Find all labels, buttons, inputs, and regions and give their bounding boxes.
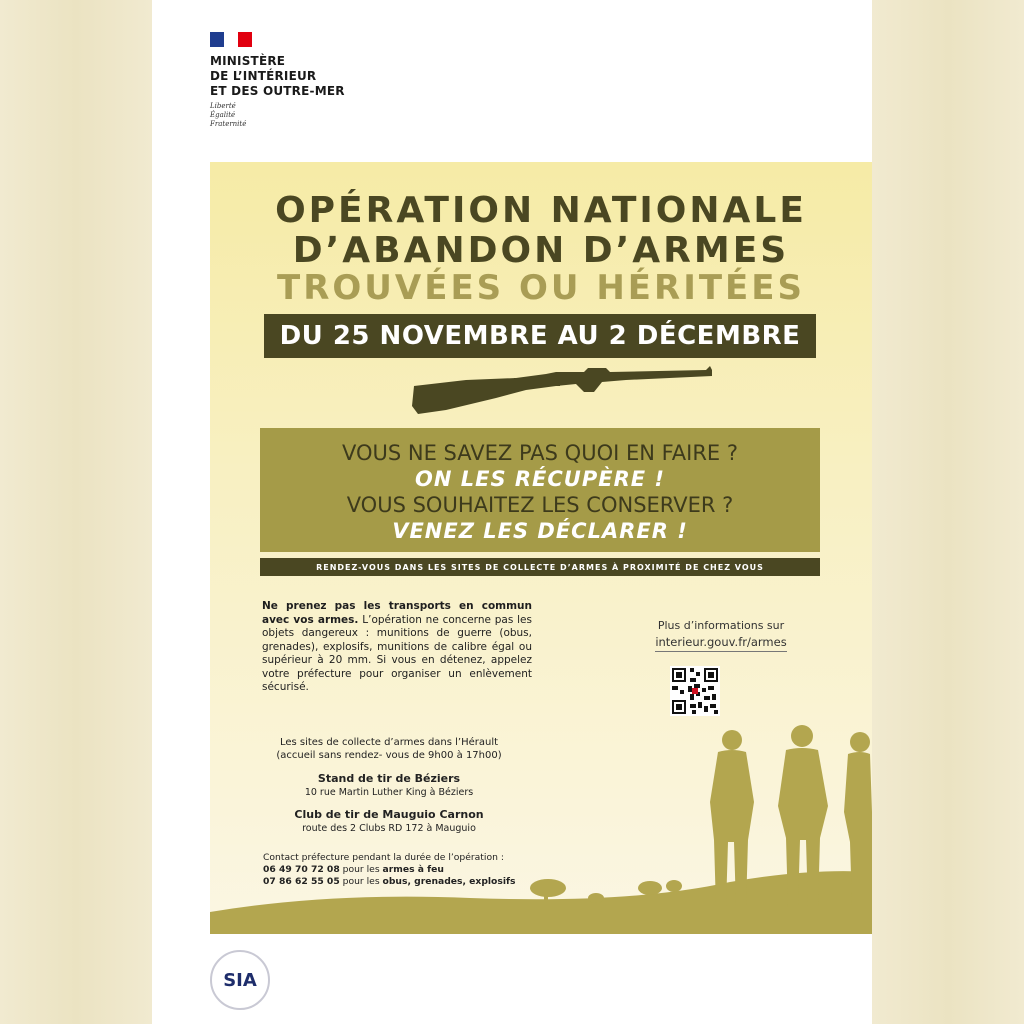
site-address: route des 2 Clubs RD 172 à Mauguio: [302, 823, 476, 834]
contact-line: [263, 876, 553, 888]
motto-line: Égalité: [210, 111, 236, 119]
ministry-line: ET DES OUTRE-MER: [210, 84, 345, 98]
warning-body: L’opération ne concerne pas les objets dangereux : munitions de guerre (obus, grenades), explosifs, munitions de calibre égal ou supérieur à 20 mm. Si vous en détenez, appelez votre préfecture pour organiser un enlèvement sécurisé.: [262, 613, 532, 693]
questions-box: [260, 428, 820, 552]
contact-topic: obus, grenades, explosifs: [382, 876, 516, 887]
rifle-icon: [406, 358, 716, 418]
dates-banner: DU 25 NOVEMBRE AU 2 DÉCEMBRE: [264, 314, 816, 358]
rdv-banner: RENDEZ-VOUS DANS LES SITES DE COLLECTE D’ARMES À PROXIMITÉ DE CHEZ VOUS: [260, 558, 820, 576]
poster: [152, 0, 872, 1024]
site-name: Club de tir de Mauguio Carnon: [294, 808, 484, 821]
sites-intro-line: Les sites de collecte d’armes dans l’Hérault: [279, 737, 499, 748]
sia-logo: [210, 950, 270, 1010]
contact-mid: pour les: [339, 864, 383, 875]
republic-motto: [210, 102, 246, 129]
info-label: Plus d’informations sur: [657, 619, 785, 632]
more-info: [626, 618, 816, 652]
sites-intro-line: (accueil sans rendez- vous de 9h00 à 17h00): [276, 750, 502, 761]
motto-line: Fraternité: [210, 120, 247, 128]
info-link[interactable]: interieur.gouv.fr/armes: [655, 634, 786, 652]
site-address: 10 rue Martin Luther King à Béziers: [304, 787, 474, 798]
question-2: VOUS SOUHAITEZ LES CONSERVER ?: [346, 493, 734, 517]
sia-logo-text: SIA: [223, 969, 257, 991]
title-line-1: OPÉRATION NATIONALE: [275, 190, 807, 231]
contact-block: [263, 852, 553, 888]
qr-code-icon[interactable]: [670, 666, 720, 716]
yellow-panel: [210, 162, 872, 934]
motto-line: Liberté: [210, 102, 236, 110]
contact-line: [263, 864, 553, 876]
contact-mid: pour les: [339, 876, 383, 887]
collection-sites: [262, 736, 516, 834]
site-name: Stand de tir de Béziers: [317, 772, 461, 785]
phone-number[interactable]: 06 49 70 72 08: [263, 864, 340, 875]
question-1: VOUS NE SAVEZ PAS QUOI EN FAIRE ?: [341, 441, 739, 465]
title-line-2: D’ABANDON D’ARMES: [292, 230, 790, 271]
phone-number[interactable]: 07 86 62 55 05: [263, 876, 340, 887]
ministry-name: [210, 54, 345, 99]
warning-text: [262, 600, 532, 695]
background-right: [872, 0, 1024, 1024]
ministry-line: DE L’INTÉRIEUR: [210, 69, 317, 83]
republic-flag-icon: [210, 32, 252, 47]
answer-1: ON LES RÉCUPÈRE !: [414, 467, 666, 491]
ministry-line: MINISTÈRE: [210, 54, 286, 68]
warning-bold: Ne prenez pas les transports en commun avec vos armes.: [262, 600, 532, 626]
contact-intro: Contact préfecture pendant la durée de l’opération :: [263, 852, 504, 863]
title-line-3: TROUVÉES OU HÉRITÉES: [277, 268, 805, 308]
background-left: [0, 0, 152, 1024]
answer-2: VENEZ LES DÉCLARER !: [392, 519, 688, 543]
contact-topic: armes à feu: [382, 864, 444, 875]
